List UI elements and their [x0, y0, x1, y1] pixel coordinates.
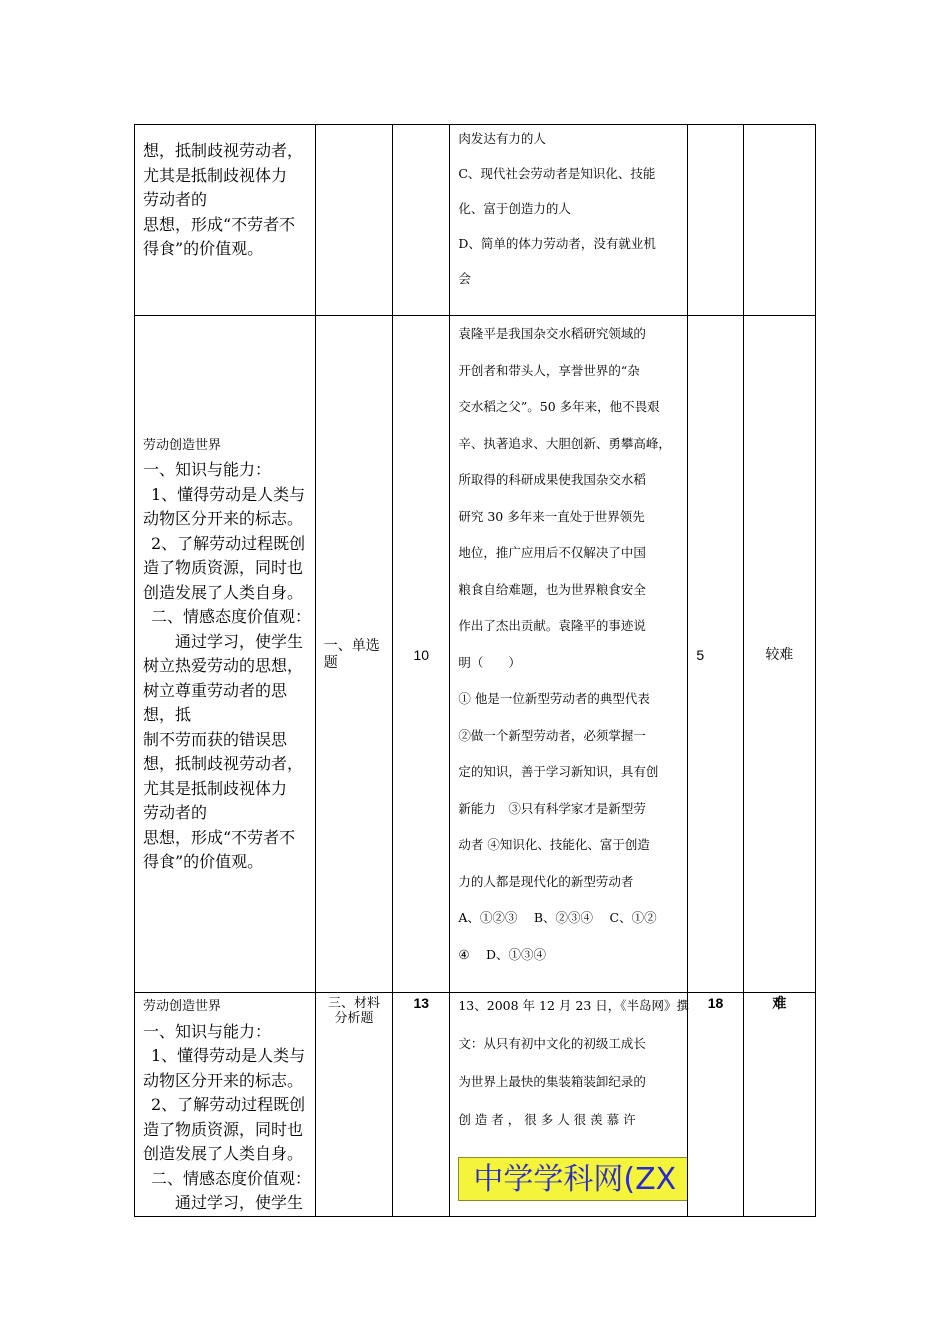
score-cell [688, 316, 743, 993]
question-line: 明（ ） [458, 654, 521, 670]
objective-line: 尤其是抵制歧视体力 [143, 165, 288, 185]
difficulty-cell [743, 125, 815, 316]
objective-line: 2、了解劳动过程既创 [151, 533, 306, 553]
objective-line: 造了物质资源，同时也 [143, 558, 304, 577]
question-number-cell [393, 316, 450, 993]
question-line: 肉发达有力的人 [458, 131, 546, 146]
question-line: 创 造 者 ， 很 多 人 很 羡 慕 许 [458, 1112, 636, 1127]
score-value: 5 [696, 646, 705, 663]
objective-line: 创造发展了人类自身。 [143, 1144, 304, 1163]
question-number-cell [393, 125, 450, 316]
question-number: 13 [413, 995, 430, 1011]
table-row [135, 316, 816, 993]
question-line: D、简单的体力劳动者，没有就业机 [458, 236, 656, 251]
objective-line: 得食”的价值观。 [143, 239, 264, 258]
objective-line: 劳动者的 [143, 190, 208, 209]
score-cell [688, 993, 743, 1217]
question-line: 作出了杰出贡献。袁隆平的事迹说 [458, 618, 646, 633]
question-line: 粮食自给难题，也为世界粮食安全 [458, 581, 646, 597]
question-line: 地位，推广应用后不仅解决了中国 [458, 545, 646, 560]
objective-line: 一、知识与能力： [143, 460, 272, 479]
objectives-cell [135, 125, 316, 316]
objective-line: 1、懂得劳动是人类与 [151, 1046, 306, 1065]
objective-line: 二、情感态度价值观： [151, 1168, 312, 1188]
question-line: A、①②③ B、②③④ C、①② [458, 910, 657, 925]
objective-title: 劳动创造世界 [143, 437, 222, 453]
objective-line: 思想，形成“不劳者不 [143, 214, 296, 234]
table-row [135, 993, 816, 1217]
objectives-cell [135, 993, 316, 1217]
objective-line: 劳动者的 [143, 803, 208, 822]
question-line: 研究 30 多年来一直处于世界领先 [458, 508, 645, 524]
question-type: 三、材料分析题 [327, 995, 380, 1025]
objective-line: 思想，形成“不劳者不 [143, 827, 296, 847]
objective-line: 尤其是抵制歧视体力 [143, 778, 288, 798]
question-line: 袁隆平是我国杂交水稻研究领域的 [458, 326, 646, 341]
question-line: 开创者和带头人，享誉世界的“杂 [458, 362, 640, 378]
question-line: 所取得的科研成果使我国杂交水稻 [458, 472, 646, 487]
question-line: 力的人都是现代化的新型劳动者 [458, 873, 634, 889]
objective-line: 通过学习，使学生 [175, 1193, 304, 1212]
question-line: ②做一个新型劳动者，必须掌握一 [458, 727, 646, 743]
score-cell [688, 125, 743, 316]
objective-line: 一、知识与能力： [143, 1021, 272, 1041]
question-line: 辛、执著追求、大胆创新、勇攀高峰， [458, 435, 671, 451]
question-line: ① 他是一位新型劳动者的典型代表 [458, 691, 650, 706]
difficulty-value: 较难 [765, 647, 794, 663]
objective-line: 树立尊重劳动者的思 [143, 680, 288, 700]
lesson-table [134, 124, 816, 1217]
objective-line: 通过学习，使学生 [175, 631, 304, 651]
objective-title: 劳动创造世界 [143, 999, 222, 1014]
question-content-cell [450, 125, 688, 316]
objective-line: 树立热爱劳动的思想， [143, 656, 304, 675]
question-line: C、现代社会劳动者是知识化、技能 [458, 166, 656, 181]
question-content-cell [450, 993, 688, 1217]
objective-line: 想，抵制歧视劳动者， [143, 141, 304, 160]
objective-line: 得食”的价值观。 [143, 852, 264, 871]
question-line: ④ D、①③④ [458, 946, 547, 962]
question-line: 新能力 ③只有科学家才是新型劳 [458, 800, 646, 816]
score-value: 18 [707, 995, 724, 1011]
difficulty-value: 难 [772, 996, 787, 1012]
objective-line: 1、懂得劳动是人类与 [151, 484, 306, 504]
question-line: 动者 ④知识化、技能化、富于创造 [458, 837, 650, 852]
difficulty-cell [743, 993, 815, 1217]
objective-line: 二、情感态度价值观： [151, 607, 312, 626]
question-number-cell [393, 993, 450, 1217]
question-type-cell [315, 316, 392, 993]
objective-line: 创造发展了人类自身。 [143, 582, 304, 602]
table-row [135, 125, 816, 316]
objective-line: 2、了解劳动过程既创 [151, 1095, 306, 1114]
question-line: 定的知识，善于学习新知识，具有创 [458, 764, 659, 779]
question-line: 13、2008 年 12 月 23 日，《半岛网》撰 [458, 998, 690, 1013]
objective-line: 动物区分开来的标志。 [143, 1070, 304, 1090]
question-line: 化、富于创造力的人 [458, 201, 571, 216]
question-type-cell [315, 125, 392, 316]
question-type: 一、单选题 [323, 637, 380, 670]
question-line: 为世界上最快的集装箱装卸纪录的 [458, 1074, 646, 1089]
watermark-banner: 中学学科网(ZX [458, 1157, 687, 1201]
question-type-cell [315, 993, 392, 1217]
question-line: 会 [458, 271, 471, 286]
difficulty-cell [743, 316, 815, 993]
objective-line: 想，抵 [143, 705, 192, 724]
objective-line: 动物区分开来的标志。 [143, 509, 304, 528]
question-line: 文：从只有初中文化的初级工成长 [458, 1036, 646, 1051]
objective-line: 想，抵制歧视劳动者， [143, 754, 304, 773]
question-content-cell [450, 316, 688, 993]
objectives-cell [135, 316, 316, 993]
question-number: 10 [413, 646, 430, 663]
objective-line: 制不劳而获的错误思 [143, 729, 288, 749]
question-line: 交水稻之父”。50 多年来，他不畏艰 [458, 399, 660, 414]
objective-line: 造了物质资源，同时也 [143, 1119, 304, 1139]
